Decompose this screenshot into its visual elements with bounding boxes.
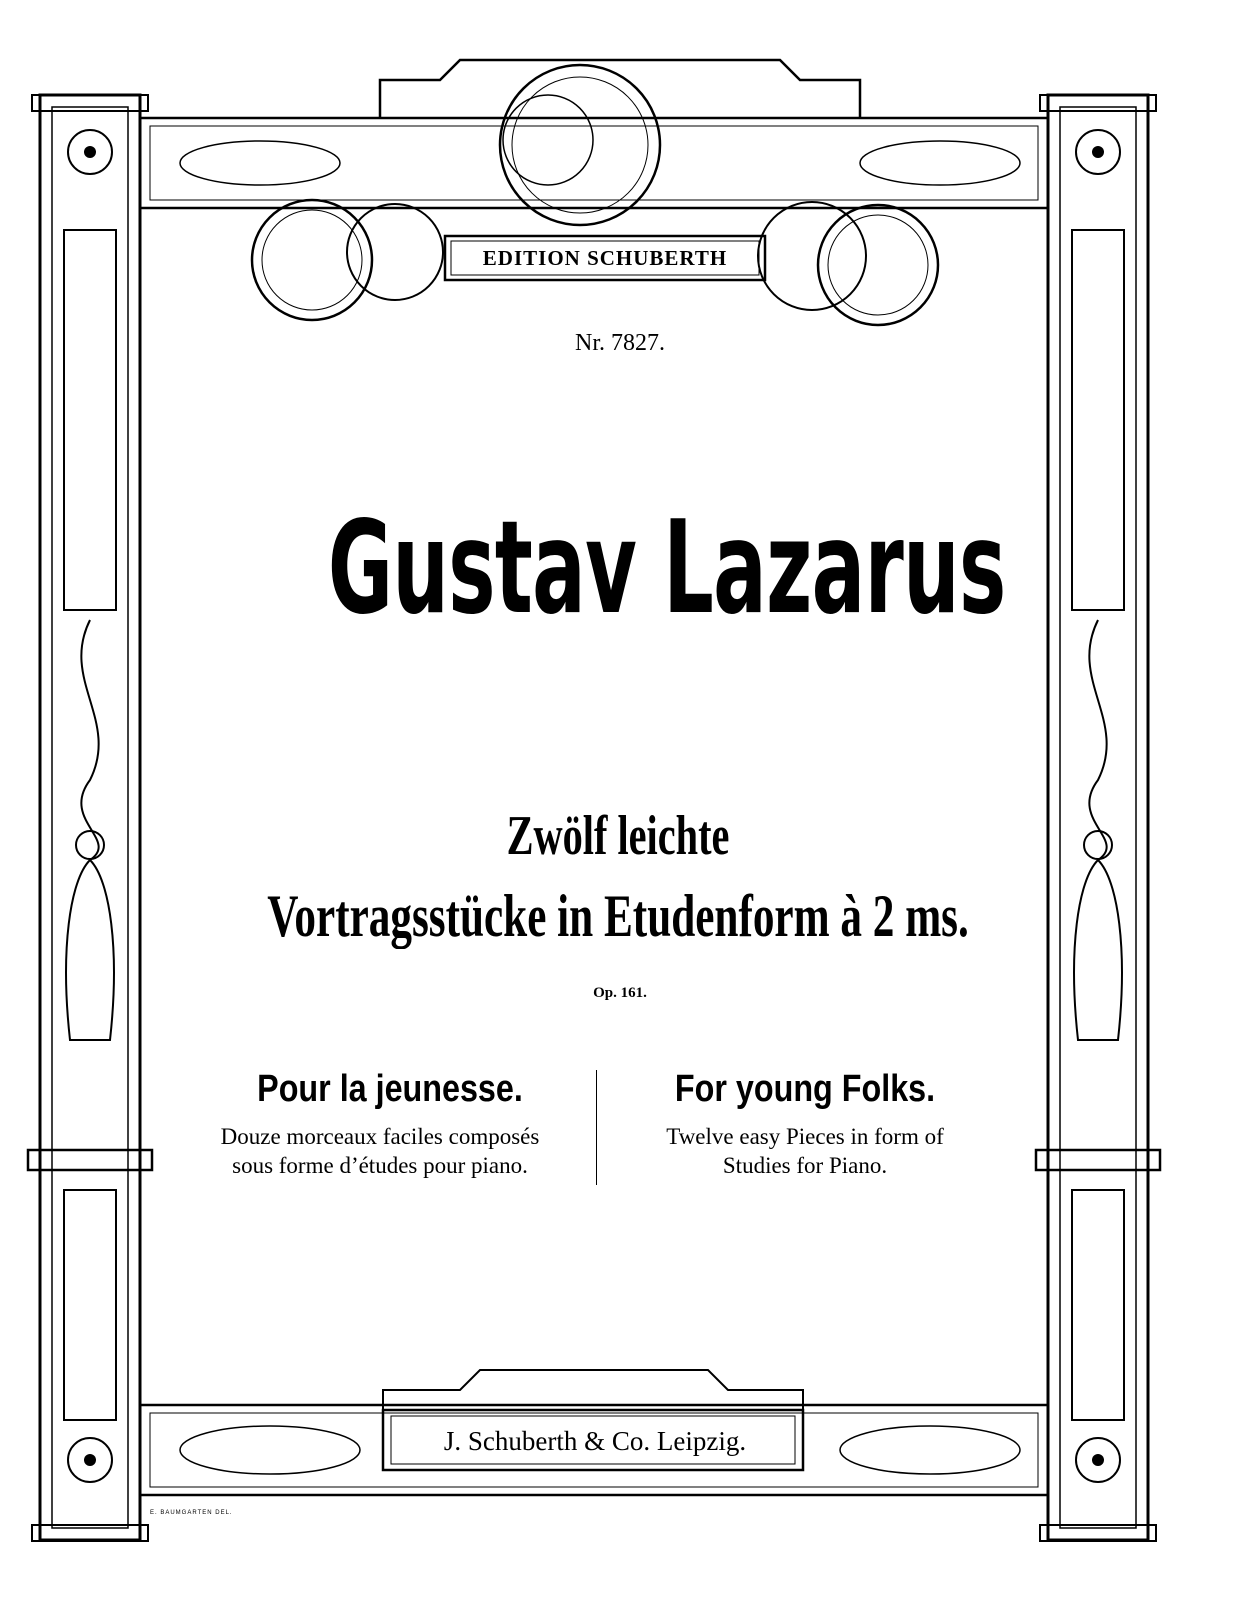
engraver-signature: E. BAUMGARTEN DEL. — [150, 1510, 233, 1516]
english-description-line-2: Studies for Piano. — [722, 1153, 888, 1178]
catalog-number: Nr. 7827. — [575, 330, 665, 356]
column-divider — [596, 1070, 597, 1185]
title-line-2: Vortragsstücke in Etudenform à 2 ms. — [267, 883, 969, 949]
edition-label: EDITION SCHUBERTH — [482, 246, 728, 270]
publisher-imprint: J. Schuberth & Co. Leipzig. — [443, 1426, 747, 1456]
opus-number: Op. 161. — [593, 985, 647, 1001]
french-description-line-1: Douze morceaux faciles composés — [220, 1124, 540, 1149]
english-description-line-1: Twelve easy Pieces in form of — [666, 1124, 944, 1149]
composer-name: Gustav Lazarus — [327, 494, 1006, 643]
title-line-1: Zwölf leichte — [506, 805, 730, 867]
french-heading: Pour la jeunesse. — [257, 1068, 523, 1110]
english-heading: For young Folks. — [674, 1068, 936, 1110]
french-description-line-2: sous forme d’études pour piano. — [232, 1153, 528, 1178]
